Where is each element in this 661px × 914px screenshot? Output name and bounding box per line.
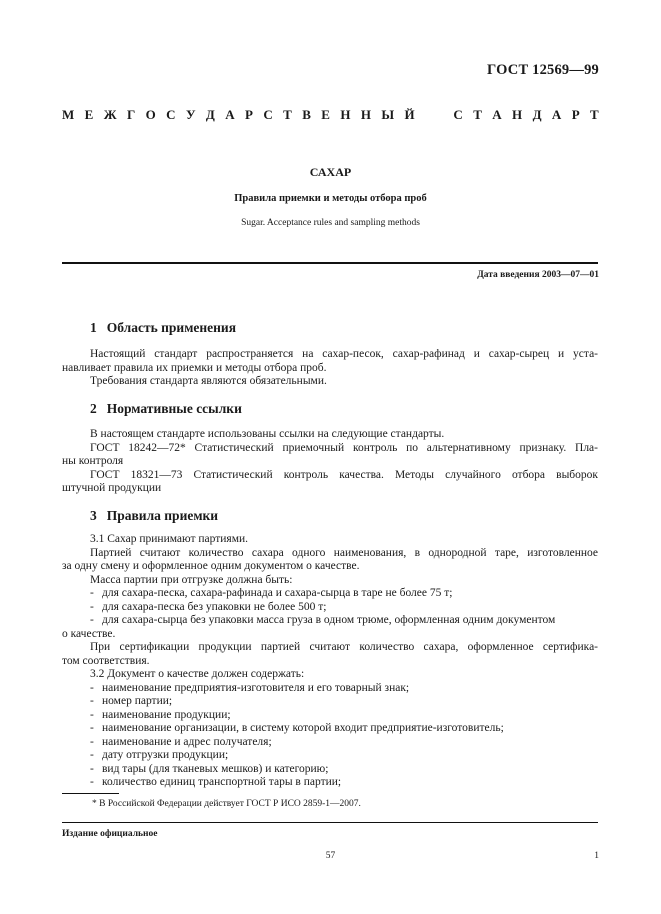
paragraph-line: ГОСТ 18321—73 Статистический контроль качества. Методы случайного отбора выборок [90, 468, 598, 481]
footnote-divider [62, 793, 119, 794]
paragraph-line: ГОСТ 18242—72* Статистический приемочный контроль по альтернативному признаку. Пла- [90, 441, 598, 454]
list-item: - наименование предприятия-изготовителя и его товарный знак; [62, 682, 598, 696]
paragraph-line: о качестве. [62, 627, 116, 640]
footer-divider [62, 822, 598, 823]
paragraph-line: том соответствия. [62, 654, 150, 667]
footnote: * В Российской Федерации действует ГОСТ Р ИСО 2859-1—2007. [92, 799, 361, 809]
banner-letter: Н [512, 107, 523, 122]
banner-letter: Т [590, 107, 599, 122]
banner-letter: О [145, 107, 156, 122]
banner-letter: Д [205, 107, 215, 122]
standard-number: ГОСТ 12569—99 [487, 62, 599, 78]
paragraph-line: 3.2 Документ о качестве должен содержать: [90, 668, 305, 680]
list-item: - дату отгрузки продукции; [62, 749, 598, 763]
section-number: 3 [90, 508, 97, 523]
paragraph-line: Настоящий стандарт распространяется на сахар-песок, сахар-рафинад и сахар-сырец и уста- [90, 348, 598, 360]
sheet-number: 1 [594, 851, 599, 861]
banner-letter: Й [404, 107, 415, 122]
section-number: 2 [90, 401, 97, 416]
list-item: - наименование продукции; [62, 709, 598, 723]
section-number: 1 [90, 320, 97, 335]
paragraph-line: Партией считают количество сахара одного наименования, в однородной таре, изготовленное [90, 546, 598, 559]
section-heading [90, 401, 242, 417]
section-body [62, 533, 598, 790]
list-item: - для сахара-песка без упаковки не более 500 т; [62, 601, 598, 615]
banner-letter: Е [84, 107, 94, 122]
paragraph-line: Масса партии при отгрузке должна быть: [90, 573, 293, 586]
paragraph-line: за одну смену и оформленное одним документом о качестве. [62, 560, 360, 572]
banner-letter: Р [245, 107, 253, 122]
banner-word-gap [425, 107, 443, 123]
document-subtitle: Правила приемки и методы отбора проб [234, 193, 427, 204]
banner-letter: Ы [381, 107, 395, 122]
edition-label: Издание официальное [62, 829, 158, 839]
banner-letter: В [302, 107, 311, 122]
list-item: - для сахара-сырца без упаковки масса груза в одном трюме, оформленная одним документом [62, 614, 598, 628]
banner-letter: Д [532, 107, 542, 122]
paragraph-line: При сертификации продукции партией считают количество сахара, оформленное сертифика- [90, 641, 598, 653]
list-item: - количество единиц транспортной тары в партии; [62, 776, 598, 790]
interstate-standard-banner [62, 107, 599, 123]
banner-letter: Т [473, 107, 482, 122]
banner-letter: Г [126, 107, 136, 122]
banner-letter: С [166, 107, 176, 122]
banner-letter: А [225, 107, 235, 122]
section-title: Правила приемки [106, 508, 219, 523]
introduction-date: Дата введения 2003—07—01 [477, 270, 599, 280]
section-body [62, 348, 598, 389]
section-title: Область применения [106, 320, 237, 335]
paragraph-line: Требования стандарта являются обязательными. [90, 375, 327, 387]
paragraph-line: 3.1 Сахар принимают партиями. [90, 533, 248, 545]
document-subtitle-english: Sugar. Acceptance rules and sampling methods [241, 218, 420, 228]
section-heading [90, 508, 218, 524]
banner-letter: А [551, 107, 562, 122]
banner-letter: С [453, 107, 463, 122]
banner-letter: А [492, 107, 502, 122]
banner-letter: Е [321, 107, 330, 122]
section-heading [90, 320, 236, 336]
paragraph-line: В настоящем стандарте использованы ссылки на следующие стандарты. [90, 428, 445, 440]
banner-letter: Н [340, 107, 351, 122]
banner-letter: Р [571, 107, 580, 122]
banner-letter: У [185, 107, 196, 122]
section-title: Нормативные ссылки [106, 401, 242, 416]
banner-letter: Т [283, 107, 292, 122]
list-item: - вид тары (для тканевых мешков) и категорию; [62, 763, 598, 777]
banner-letter: М [62, 107, 75, 122]
paragraph-line: навливает правила их приемки и методы отбора проб. [62, 361, 327, 374]
list-item: - наименование и адрес получателя; [62, 736, 598, 750]
banner-letter: Н [360, 107, 371, 122]
section-body [62, 428, 598, 496]
list-item: - для сахара-песка, сахара-рафинада и сахара-сырца в таре не более 75 т; [62, 587, 598, 601]
banner-letter: С [263, 107, 273, 122]
paragraph-line: ны контроля [62, 455, 124, 467]
banner-letter: Ж [103, 107, 117, 122]
page-number: 57 [325, 851, 336, 861]
list-item: - наименование организации, в систему которой входит предприятие-изготовитель; [62, 722, 598, 736]
document-title: САХАР [309, 165, 352, 179]
list-item: - номер партии; [62, 695, 598, 709]
title-divider [62, 262, 598, 264]
paragraph-line: штучной продукции [62, 482, 162, 494]
